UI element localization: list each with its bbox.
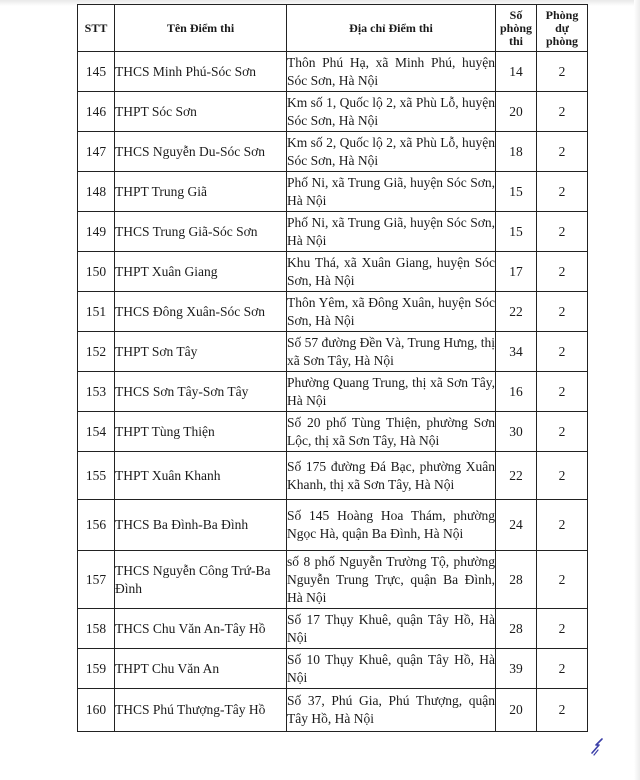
row-venue-address-cell: Số 17 Thụy Khuê, quận Tây Hồ, Hà Nội [287, 609, 496, 649]
row-venue-name-cell: THPT Sơn Tây [115, 332, 287, 372]
header-reserve-rooms-line3: phòng [545, 33, 579, 48]
row-reserve-rooms-cell: 2 [537, 292, 588, 332]
table-row [78, 172, 588, 212]
table-row [78, 92, 588, 132]
row-venue-name-cell: THCS Sơn Tây-Sơn Tây [115, 372, 287, 412]
row-exam-rooms-cell: 39 [496, 649, 537, 689]
pen-mark-icon [589, 736, 605, 756]
row-exam-rooms-cell: 30 [496, 412, 537, 452]
row-stt-cell: 153 [78, 372, 115, 412]
header-reserve-rooms-line1: Phòng [545, 7, 579, 22]
row-venue-name-cell: THPT Xuân Khanh [115, 452, 287, 500]
row-stt-cell: 149 [78, 212, 115, 252]
row-venue-address-cell: Thôn Yêm, xã Đông Xuân, huyện Sóc Sơn, Hà Nội [287, 292, 496, 332]
header-stt: STT [78, 5, 115, 52]
row-venue-address-cell: Số 10 Thụy Khuê, quận Tây Hồ, Hà Nội [287, 649, 496, 689]
header-exam-rooms-line1: Số [509, 7, 523, 22]
row-venue-name-cell: THCS Nguyễn Công Trứ-Ba Đình [115, 551, 287, 609]
row-stt-cell: 151 [78, 292, 115, 332]
row-venue-name-cell: THCS Nguyễn Du-Sóc Sơn [115, 132, 287, 172]
table-row [78, 609, 588, 649]
row-exam-rooms-cell: 28 [496, 609, 537, 649]
row-stt-cell: 146 [78, 92, 115, 132]
row-reserve-rooms-cell: 2 [537, 551, 588, 609]
row-exam-rooms-cell: 16 [496, 372, 537, 412]
row-reserve-rooms-cell: 2 [537, 52, 588, 92]
row-exam-rooms-cell: 24 [496, 500, 537, 551]
row-venue-address-cell: Số 57 đường Đền Và, Trung Hưng, thị xã Sơn Tây, Hà Nội [287, 332, 496, 372]
row-reserve-rooms-cell: 2 [537, 412, 588, 452]
row-reserve-rooms-cell: 2 [537, 252, 588, 292]
row-venue-name-cell: THCS Chu Văn An-Tây Hồ [115, 609, 287, 649]
row-venue-address-cell: Phố Ni, xã Trung Giã, huyện Sóc Sơn, Hà Nội [287, 212, 496, 252]
row-reserve-rooms-cell: 2 [537, 609, 588, 649]
header-exam-rooms-line3: thi [508, 33, 523, 48]
row-exam-rooms-cell: 22 [496, 452, 537, 500]
row-stt-cell: 157 [78, 551, 115, 609]
row-venue-name-cell: THPT Chu Văn An [115, 649, 287, 689]
row-reserve-rooms-cell: 2 [537, 92, 588, 132]
row-venue-name-cell: THCS Minh Phú-Sóc Sơn [115, 52, 287, 92]
header-exam-rooms-line2: phòng [499, 20, 533, 35]
table-row [78, 372, 588, 412]
row-exam-rooms-cell: 28 [496, 551, 537, 609]
row-venue-address-cell: Thôn Phú Hạ, xã Minh Phú, huyện Sóc Sơn, Hà Nội [287, 52, 496, 92]
row-stt-cell: 152 [78, 332, 115, 372]
table-row [78, 252, 588, 292]
row-exam-rooms-cell: 15 [496, 172, 537, 212]
row-exam-rooms-cell: 14 [496, 52, 537, 92]
row-exam-rooms-cell: 22 [496, 292, 537, 332]
row-reserve-rooms-cell: 2 [537, 212, 588, 252]
row-venue-address-cell: Số 20 phố Tùng Thiện, phường Sơn Lộc, thị xã Sơn Tây, Hà Nội [287, 412, 496, 452]
row-reserve-rooms-cell: 2 [537, 649, 588, 689]
row-venue-address-cell: Số 175 đường Đá Bạc, phường Xuân Khanh, thị xã Sơn Tây, Hà Nội [287, 452, 496, 500]
row-stt-cell: 159 [78, 649, 115, 689]
table-row [78, 689, 588, 732]
row-stt-cell: 155 [78, 452, 115, 500]
row-exam-rooms-cell: 15 [496, 212, 537, 252]
row-venue-name-cell: THCS Đông Xuân-Sóc Sơn [115, 292, 287, 332]
row-stt-cell: 158 [78, 609, 115, 649]
row-reserve-rooms-cell: 2 [537, 332, 588, 372]
table-row [78, 452, 588, 500]
row-venue-name-cell: THCS Ba Đình-Ba Đình [115, 500, 287, 551]
row-venue-address-cell: Số 37, Phú Gia, Phú Thượng, quận Tây Hồ, Hà Nội [287, 689, 496, 732]
table-row [78, 412, 588, 452]
row-stt-cell: 145 [78, 52, 115, 92]
header-venue-address: Địa chỉ Điểm thi [287, 5, 496, 52]
table-row [78, 500, 588, 551]
row-venue-address-cell: số 8 phố Nguyễn Trường Tộ, phường Nguyễn Trung Trực, quận Ba Đình, Hà Nội [287, 551, 496, 609]
row-venue-name-cell: THCS Trung Giã-Sóc Sơn [115, 212, 287, 252]
row-stt-cell: 154 [78, 412, 115, 452]
row-stt-cell: 156 [78, 500, 115, 551]
row-exam-rooms-cell: 20 [496, 689, 537, 732]
row-venue-address-cell: Phường Quang Trung, thị xã Sơn Tây, Hà Nội [287, 372, 496, 412]
row-venue-address-cell: Phố Ni, xã Trung Giã, huyện Sóc Sơn, Hà Nội [287, 172, 496, 212]
table-row [78, 292, 588, 332]
row-reserve-rooms-cell: 2 [537, 500, 588, 551]
header-reserve-rooms [537, 5, 588, 52]
row-stt-cell: 160 [78, 689, 115, 732]
row-reserve-rooms-cell: 2 [537, 172, 588, 212]
row-venue-name-cell: THPT Trung Giã [115, 172, 287, 212]
row-reserve-rooms-cell: 2 [537, 372, 588, 412]
row-exam-rooms-cell: 20 [496, 92, 537, 132]
table-header [78, 5, 588, 52]
row-stt-cell: 147 [78, 132, 115, 172]
row-venue-address-cell: Km số 1, Quốc lộ 2, xã Phù Lỗ, huyện Sóc Sơn, Hà Nội [287, 92, 496, 132]
table-row [78, 52, 588, 92]
header-reserve-rooms-line2: dự [555, 20, 569, 35]
row-venue-address-cell: Số 145 Hoàng Hoa Thám, phường Ngọc Hà, quận Ba Đình, Hà Nội [287, 500, 496, 551]
table-row [78, 649, 588, 689]
row-stt-cell: 150 [78, 252, 115, 292]
row-venue-name-cell: THCS Phú Thượng-Tây Hồ [115, 689, 287, 732]
header-exam-rooms [496, 5, 537, 52]
header-venue-name: Tên Điểm thi [115, 5, 287, 52]
exam-venue-table [77, 4, 588, 732]
row-reserve-rooms-cell: 2 [537, 132, 588, 172]
row-venue-name-cell: THPT Tùng Thiện [115, 412, 287, 452]
row-exam-rooms-cell: 34 [496, 332, 537, 372]
row-reserve-rooms-cell: 2 [537, 452, 588, 500]
row-exam-rooms-cell: 18 [496, 132, 537, 172]
row-reserve-rooms-cell: 2 [537, 689, 588, 732]
row-venue-name-cell: THPT Xuân Giang [115, 252, 287, 292]
table-body [78, 52, 588, 732]
table-row [78, 212, 588, 252]
page-edge-shadow-right [634, 0, 640, 780]
row-exam-rooms-cell: 17 [496, 252, 537, 292]
row-venue-address-cell: Khu Thá, xã Xuân Giang, huyện Sóc Sơn, Hà Nội [287, 252, 496, 292]
table-row [78, 332, 588, 372]
row-venue-name-cell: THPT Sóc Sơn [115, 92, 287, 132]
table-row [78, 551, 588, 609]
row-stt-cell: 148 [78, 172, 115, 212]
row-venue-address-cell: Km số 2, Quốc lộ 2, xã Phù Lỗ, huyện Sóc Sơn, Hà Nội [287, 132, 496, 172]
header-row [78, 5, 588, 52]
table-row [78, 132, 588, 172]
